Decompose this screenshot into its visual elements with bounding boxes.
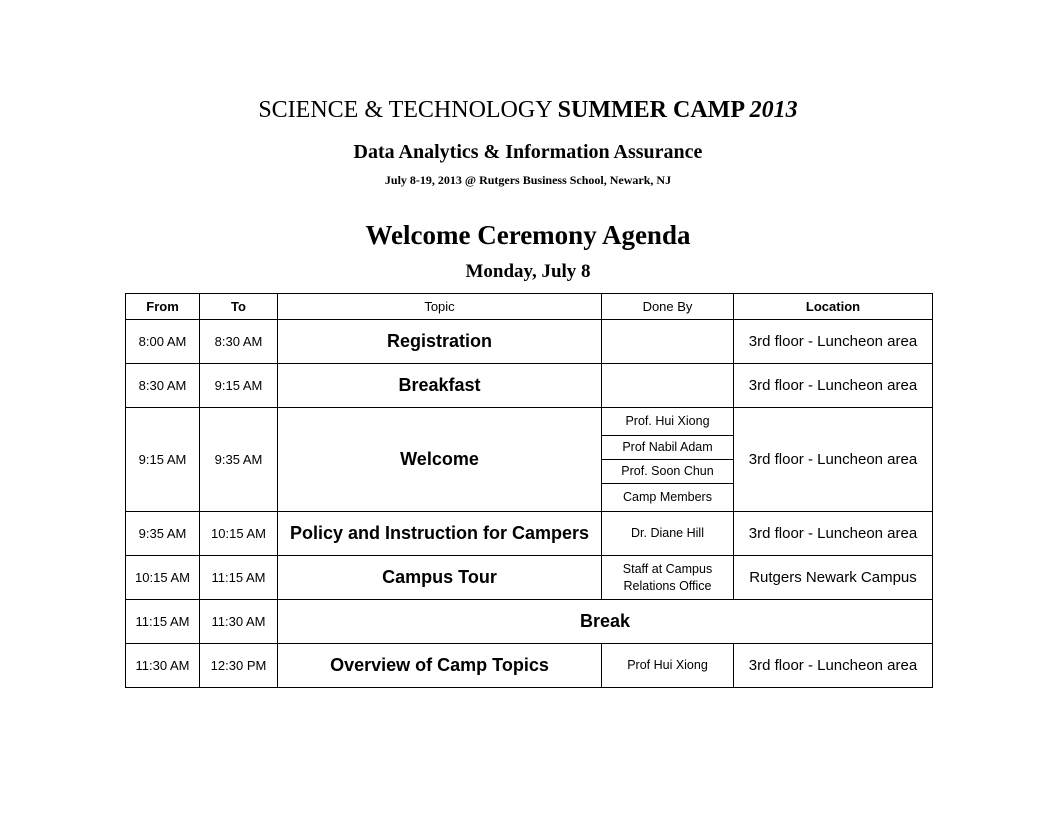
agenda-table: [125, 293, 933, 688]
cell-topic: Registration: [278, 320, 602, 364]
camp-title: [0, 94, 1056, 126]
cell-done-by: Prof Nabil Adam: [602, 436, 734, 460]
cell-from: 10:15 AM: [126, 556, 200, 600]
cell-location: 3rd floor - Luncheon area: [734, 364, 933, 408]
camp-subtitle: Data Analytics & Information Assurance: [353, 141, 703, 163]
cell-to: 9:15 AM: [200, 364, 278, 408]
cell-location: 3rd floor - Luncheon area: [734, 512, 933, 556]
day-title: Monday, July 8: [465, 261, 591, 282]
cell-from: 9:35 AM: [126, 512, 200, 556]
table-row: [126, 556, 933, 600]
cell-to: 10:15 AM: [200, 512, 278, 556]
cell-from: 11:30 AM: [126, 644, 200, 688]
cell-to: 8:30 AM: [200, 320, 278, 364]
header-location: Location: [734, 294, 933, 320]
cell-from: 8:00 AM: [126, 320, 200, 364]
camp-title-bold: SUMMER CAMP: [557, 97, 750, 123]
cell-topic: Policy and Instruction for Campers: [278, 512, 602, 556]
table-row: [126, 644, 933, 688]
cell-location: 3rd floor - Luncheon area: [734, 320, 933, 364]
cell-done-by: Camp Members: [602, 484, 734, 512]
header-row: [126, 294, 933, 320]
table-row: [126, 600, 933, 644]
done-by-line-2: Relations Office: [623, 578, 712, 593]
header-done-by: Done By: [602, 294, 734, 320]
header-topic: Topic: [278, 294, 602, 320]
header-from: From: [126, 294, 200, 320]
cell-from: 9:15 AM: [126, 408, 200, 512]
cell-topic: Overview of Camp Topics: [278, 644, 602, 688]
camp-dateline: July 8-19, 2013 @ Rutgers Business School, Newark, NJ: [384, 173, 672, 187]
cell-to: 9:35 AM: [200, 408, 278, 512]
cell-location: 3rd floor - Luncheon area: [734, 408, 933, 512]
cell-done-by: Prof. Soon Chun: [602, 460, 734, 484]
cell-done-by: Prof Hui Xiong: [602, 644, 734, 688]
cell-from: 8:30 AM: [126, 364, 200, 408]
cell-to: 12:30 PM: [200, 644, 278, 688]
cell-to: 11:30 AM: [200, 600, 278, 644]
cell-to: 11:15 AM: [200, 556, 278, 600]
agenda-title: Welcome Ceremony Agenda: [365, 220, 691, 250]
cell-topic-break: Break: [278, 600, 933, 644]
cell-topic: Campus Tour: [278, 556, 602, 600]
camp-title-plain: SCIENCE & TECHNOLOGY: [258, 97, 558, 123]
cell-topic: Breakfast: [278, 364, 602, 408]
table-row: [126, 512, 933, 556]
cell-done-by: [602, 556, 734, 600]
done-by-line-1: Staff at Campus: [622, 561, 713, 576]
camp-title-year: 2013: [749, 97, 798, 123]
cell-done-by: [602, 364, 734, 408]
cell-done-by: Dr. Diane Hill: [602, 512, 734, 556]
cell-topic: Welcome: [278, 408, 602, 512]
table-row: [126, 364, 933, 408]
cell-done-by: [602, 320, 734, 364]
table-row: [126, 408, 933, 436]
cell-from: 11:15 AM: [126, 600, 200, 644]
cell-location: Rutgers Newark Campus: [734, 556, 933, 600]
table-row: [126, 320, 933, 364]
header-to: To: [200, 294, 278, 320]
cell-location: 3rd floor - Luncheon area: [734, 644, 933, 688]
cell-done-by: Prof. Hui Xiong: [602, 408, 734, 436]
